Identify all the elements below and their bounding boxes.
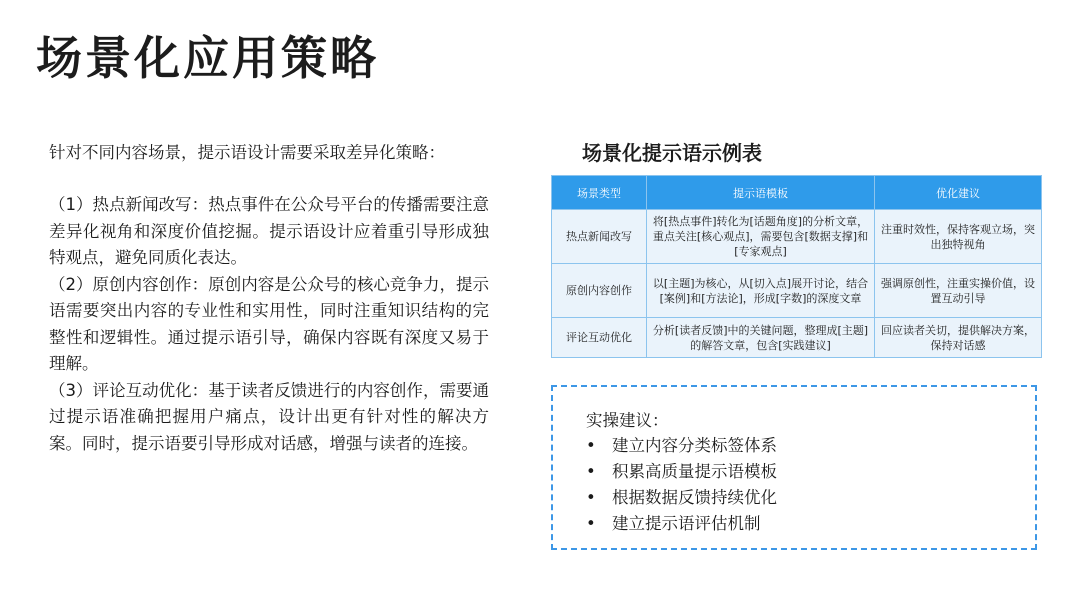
cell-suggestion: 回应读者关切，提供解决方案，保持对话感 [875, 318, 1042, 358]
cell-template: 将[热点事件]转化为[话题角度]的分析文章，重点关注[核心观点]，需要包含[数据支撑]和[专家观点] [647, 210, 875, 264]
list-item [586, 459, 777, 485]
tips-list [586, 433, 777, 537]
strategy-hot-news: （1）热点新闻改写：热点事件在公众号平台的传播需要注意差异化视角和深度价值挖掘。提示语设计应着重引导形成独特观点，避免同质化表达。 [49, 195, 489, 267]
cell-scene: 热点新闻改写 [552, 210, 647, 264]
bullet-icon: • [586, 462, 596, 481]
strategy-comment-interaction: （3）评论互动优化：基于读者反馈进行的内容创作，需要通过提示语准确把握用户痛点，设计出更有针对性的解决方案。同时，提示语要引导形成对话感，增强与读者的连接。 [49, 380, 489, 453]
list-item-label: 积累高质量提示语模板 [612, 462, 777, 481]
table-title: 场景化提示语示例表 [582, 141, 762, 165]
bullet-icon: • [586, 436, 596, 455]
bullet-icon: • [586, 514, 596, 533]
list-item-label: 建立提示语评估机制 [612, 514, 761, 533]
cell-template: 以[主题]为核心，从[切入点]展开讨论，结合[案例]和[方法论]，形成[字数]的深度文章 [647, 264, 875, 318]
practical-tips-box [551, 385, 1037, 550]
header-prompt-template: 提示语模板 [647, 176, 875, 210]
header-optimization: 优化建议 [875, 176, 1042, 210]
cell-scene: 评论互动优化 [552, 318, 647, 358]
header-scene-type: 场景类型 [552, 176, 647, 210]
example-table [551, 175, 1042, 358]
intro-text: 针对不同内容场景，提示语设计需要采取差异化策略： [49, 143, 445, 162]
cell-template: 分析[读者反馈]中的关键问题，整理成[主题]的解答文章，包含[实践建议] [647, 318, 875, 358]
table-row [552, 264, 1042, 318]
list-item-label: 建立内容分类标签体系 [612, 436, 777, 455]
tips-heading: 实操建议： [586, 411, 669, 430]
cell-suggestion: 注重时效性，保持客观立场，突出独特视角 [875, 210, 1042, 264]
table-row [552, 210, 1042, 264]
strategy-text-block [49, 140, 489, 457]
strategy-original-content: （2）原创内容创作：原创内容是公众号的核心竞争力，提示语需要突出内容的专业性和实用性，同时注重知识结构的完整性和逻辑性。通过提示语引导，确保内容既有深度又易于理解。 [49, 274, 489, 373]
table-row [552, 318, 1042, 358]
bullet-icon: • [586, 488, 596, 507]
list-item [586, 485, 777, 511]
list-item [586, 433, 777, 459]
list-item [586, 511, 777, 537]
list-item-label: 根据数据反馈持续优化 [612, 488, 777, 507]
cell-suggestion: 强调原创性，注重实操价值，设置互动引导 [875, 264, 1042, 318]
page-title: 场景化应用策略 [36, 31, 379, 85]
cell-scene: 原创内容创作 [552, 264, 647, 318]
table-header-row [552, 176, 1042, 210]
